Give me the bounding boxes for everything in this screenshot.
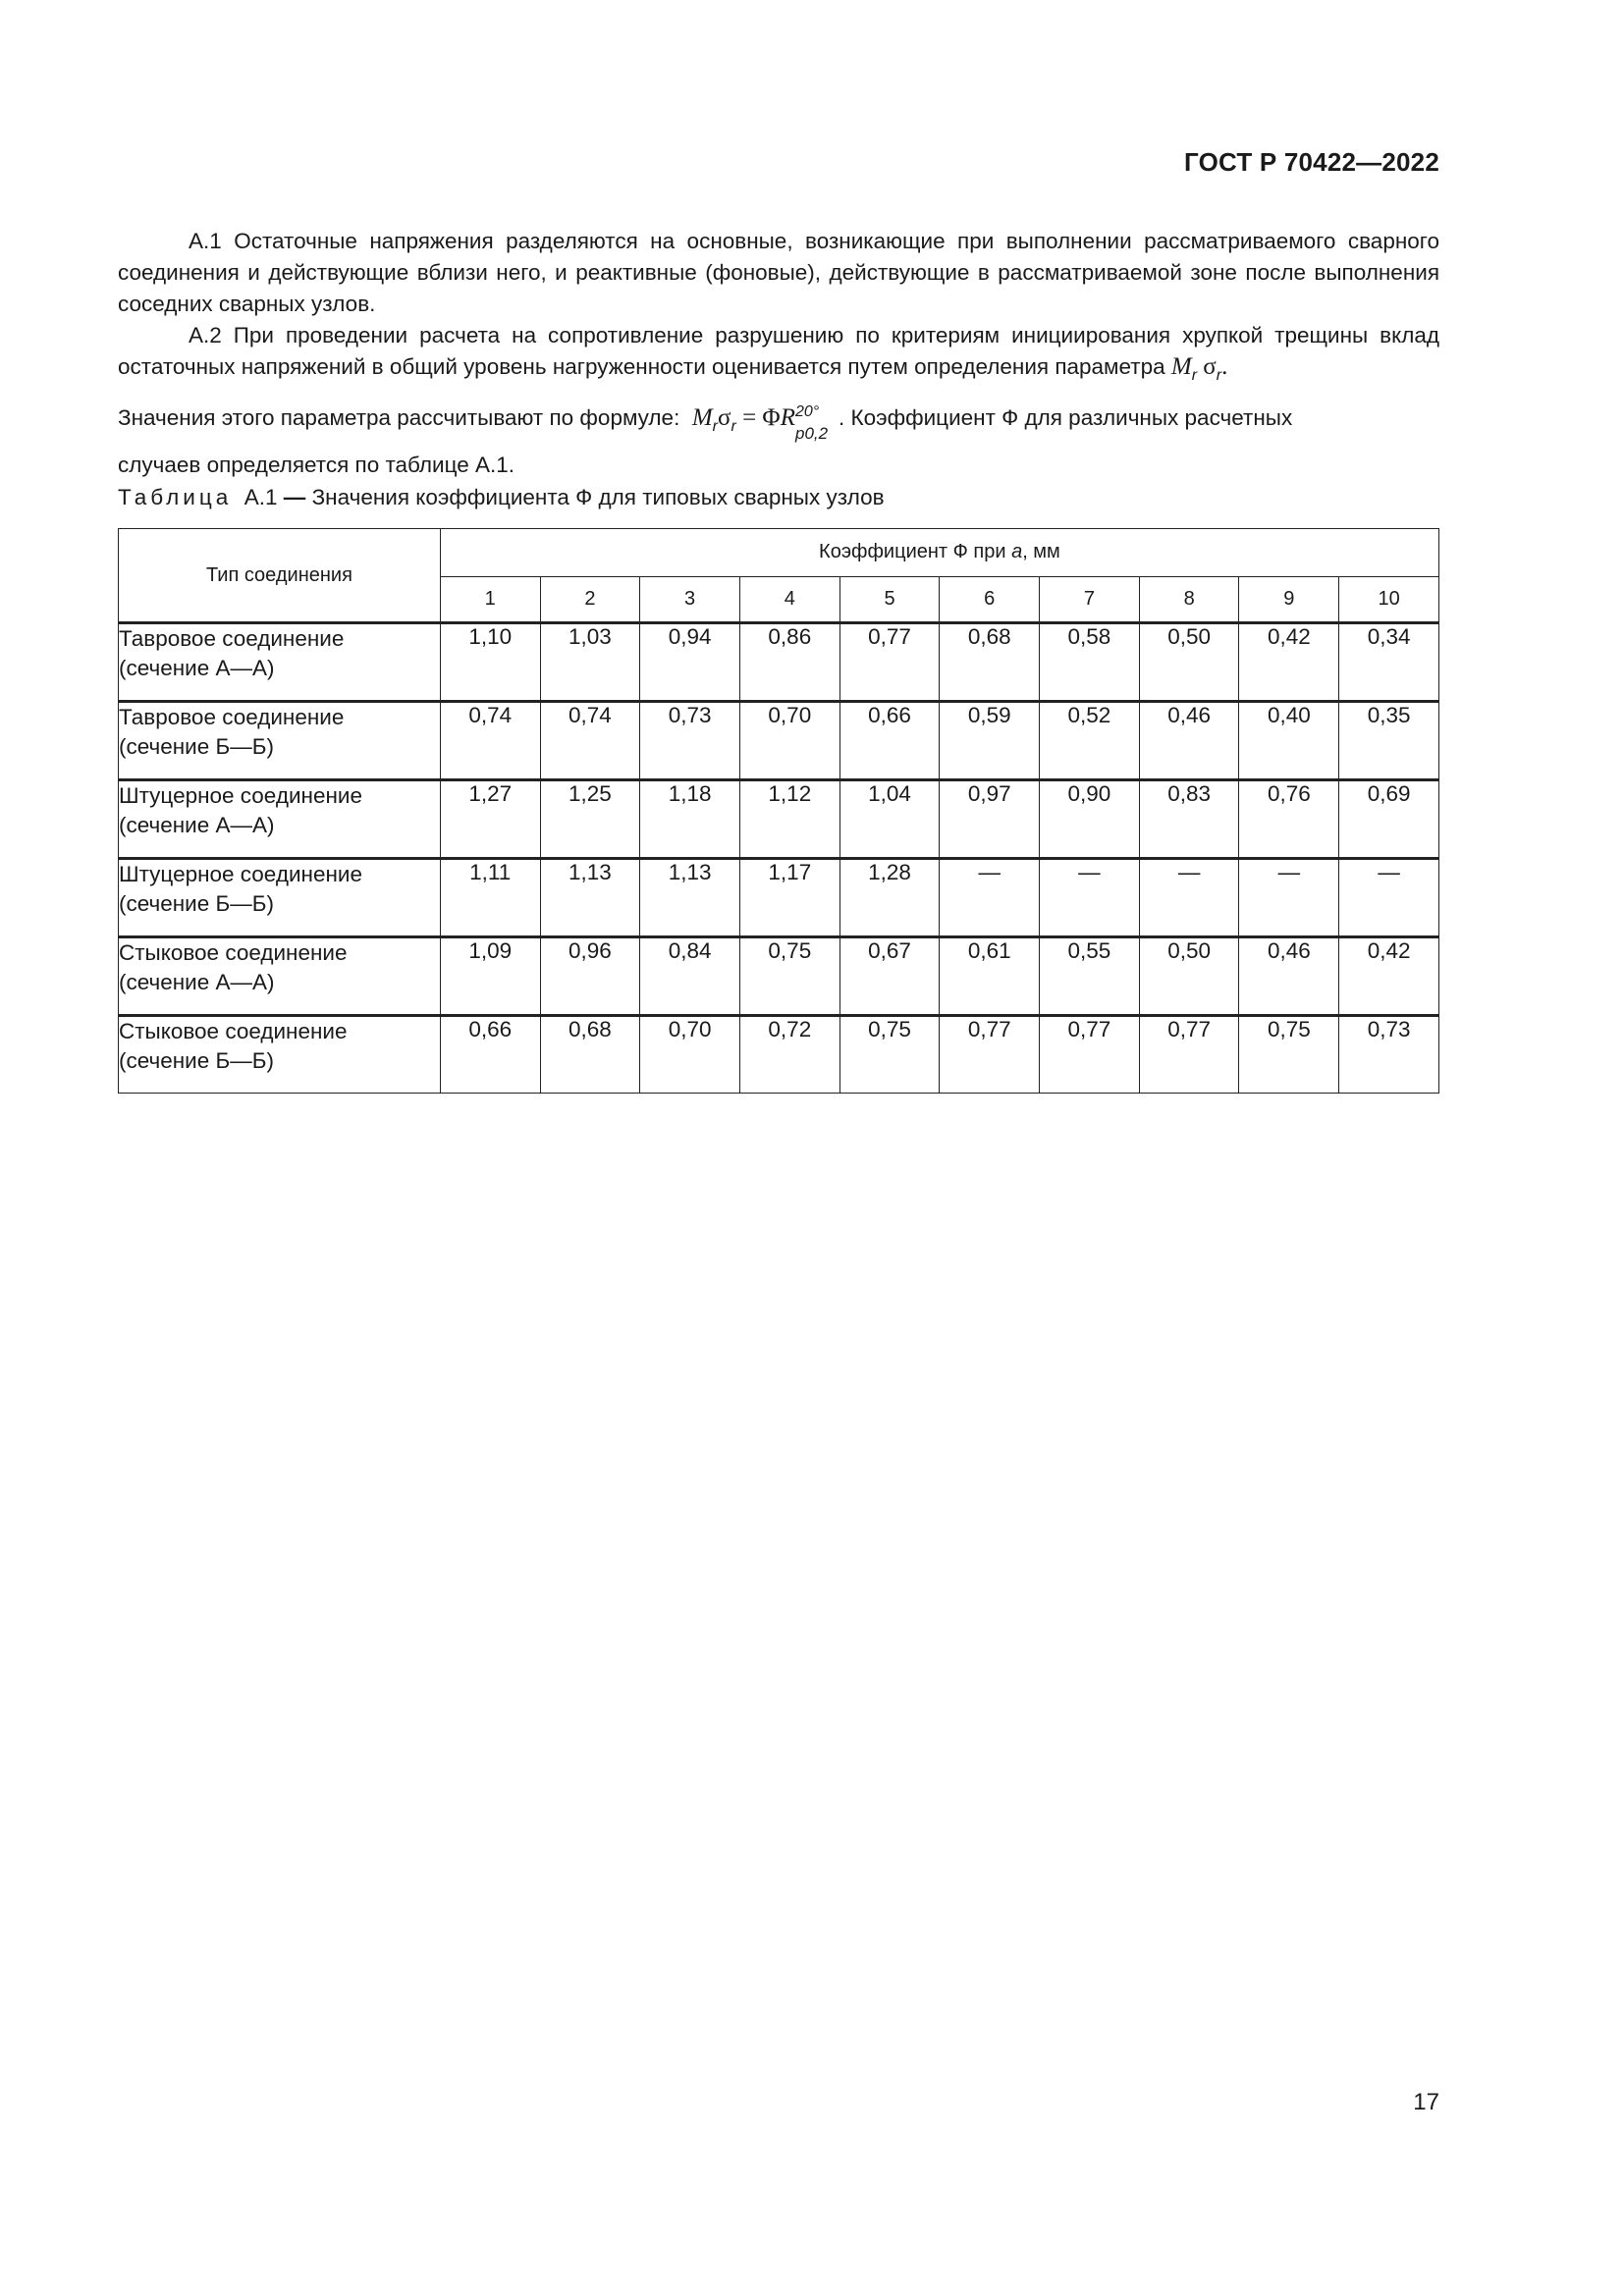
caption-label: Таблица <box>118 485 233 509</box>
table-cell: 1,27 <box>440 780 540 859</box>
column-header-4: 4 <box>739 576 839 622</box>
table-cell: 1,17 <box>739 859 839 937</box>
table-cell: 0,61 <box>940 937 1040 1016</box>
table-cell: 0,35 <box>1339 702 1439 780</box>
row-name-line1: Штуцерное соединение <box>119 862 362 886</box>
table-row <box>119 702 1439 780</box>
parameter-symbol: $M_r$ $\sigma_r$. <box>1170 353 1228 384</box>
table-body <box>119 623 1439 1094</box>
table-cell: 0,77 <box>940 1016 1040 1094</box>
table-cell: 0,73 <box>640 702 740 780</box>
caption-dash: — <box>283 485 306 509</box>
table-row <box>119 780 1439 859</box>
column-header-6: 6 <box>940 576 1040 622</box>
table-cell: 0,52 <box>1040 702 1140 780</box>
formula-m: M <box>691 404 713 431</box>
table-cell: 1,11 <box>440 859 540 937</box>
table-cell: 1,04 <box>839 780 940 859</box>
table-cell: 0,72 <box>739 1016 839 1094</box>
paragraph-a2-text: А.2 При проведении расчета на сопротивление разрушению по критериям инициирования хрупкой трещины вклад остаточных напряжений в общий уровень нагруженности оценивается путем определения параметра <box>118 323 1439 379</box>
row-name-line2: (сечение Б—Б) <box>119 734 275 759</box>
group-header-prefix: Коэффициент Ф при <box>819 541 1012 563</box>
table-cell: 0,77 <box>1139 1016 1239 1094</box>
table-cell: 0,96 <box>540 937 640 1016</box>
paragraph-table-ref: случаев определяется по таблице А.1. <box>118 453 515 477</box>
formula-sigma-sub: r <box>731 418 736 435</box>
table-cell: 0,46 <box>1139 702 1239 780</box>
table-cell: 0,83 <box>1139 780 1239 859</box>
table-cell: 0,74 <box>540 702 640 780</box>
row-name-line2: (сечение А—А) <box>119 813 275 837</box>
formula-m-sub: r <box>712 418 718 435</box>
table-cell: 0,66 <box>839 702 940 780</box>
table-cell: 0,42 <box>1239 623 1339 702</box>
formula-r-sub: p0,2 <box>794 424 829 444</box>
row-connection-name <box>119 623 441 702</box>
table-cell: 0,76 <box>1239 780 1339 859</box>
table-cell: 0,86 <box>739 623 839 702</box>
column-header-10: 10 <box>1339 576 1439 622</box>
row-name-line1: Стыковое соединение <box>119 1019 348 1043</box>
table-cell: 1,28 <box>839 859 940 937</box>
row-name-line2: (сечение А—А) <box>119 970 275 994</box>
table-cell: 0,69 <box>1339 780 1439 859</box>
table-cell: 0,46 <box>1239 937 1339 1016</box>
table-row <box>119 1016 1439 1094</box>
header-coefficient-group <box>440 529 1438 577</box>
table-cell: 0,70 <box>640 1016 740 1094</box>
formula-equals: = <box>742 404 757 431</box>
table-cell: 0,73 <box>1339 1016 1439 1094</box>
column-header-5: 5 <box>839 576 940 622</box>
table-row <box>119 859 1439 937</box>
table-cell: 1,10 <box>440 623 540 702</box>
table-cell: 0,75 <box>1239 1016 1339 1094</box>
table-caption <box>118 485 885 510</box>
table-cell: 0,97 <box>940 780 1040 859</box>
column-header-8: 8 <box>1139 576 1239 622</box>
row-connection-name <box>119 1016 441 1094</box>
table-cell: — <box>1239 859 1339 937</box>
column-header-9: 9 <box>1239 576 1339 622</box>
table-cell: 0,66 <box>440 1016 540 1094</box>
table-row <box>119 937 1439 1016</box>
formula-intro: Значения этого параметра рассчитывают по формуле: <box>118 405 680 430</box>
row-name-line2: (сечение Б—Б) <box>119 1048 275 1073</box>
table-cell: 0,68 <box>540 1016 640 1094</box>
table-row <box>119 623 1439 702</box>
table-cell: 0,74 <box>440 702 540 780</box>
table-cell: 0,77 <box>1040 1016 1140 1094</box>
table-cell: 1,09 <box>440 937 540 1016</box>
formula-r-sup: 20° <box>794 403 820 421</box>
table-cell: 1,25 <box>540 780 640 859</box>
table-cell: — <box>1040 859 1140 937</box>
table-cell: 0,84 <box>640 937 740 1016</box>
table-cell: 1,03 <box>540 623 640 702</box>
table-cell: — <box>1139 859 1239 937</box>
group-header-var: a <box>1011 541 1023 563</box>
formula-r: R <box>780 404 795 431</box>
table-cell: 0,75 <box>839 1016 940 1094</box>
row-name-line1: Штуцерное соединение <box>119 783 362 808</box>
table-cell: 0,55 <box>1040 937 1140 1016</box>
table-cell: 0,40 <box>1239 702 1339 780</box>
table-cell: 1,12 <box>739 780 839 859</box>
table-cell: — <box>1339 859 1439 937</box>
table-cell: 0,59 <box>940 702 1040 780</box>
row-name-line1: Тавровое соединение <box>119 626 345 651</box>
body-text <box>118 226 1439 481</box>
document-code: ГОСТ Р 70422—2022 <box>1184 147 1439 177</box>
paragraph-a2 <box>118 320 1439 392</box>
table-cell: 0,77 <box>839 623 940 702</box>
paragraph-a1: А.1 Остаточные напряжения разделяются на основные, возникающие при выполнении рассматриваемого сварного соединения и действующие вблизи него, и реактивные (фоновые), действующие в рассматриваемой зоне после выполнения соседних сварных узлов. <box>118 229 1439 316</box>
paragraph-formula <box>118 396 1439 450</box>
coefficient-table <box>118 528 1439 1094</box>
table-cell: 0,70 <box>739 702 839 780</box>
table-cell: 0,90 <box>1040 780 1140 859</box>
table-cell: — <box>940 859 1040 937</box>
page-number: 17 <box>1413 2089 1439 2115</box>
group-header-suffix: , мм <box>1022 541 1060 563</box>
row-connection-name <box>119 859 441 937</box>
table-cell: 0,58 <box>1040 623 1140 702</box>
table-cell: 0,34 <box>1339 623 1439 702</box>
table-cell: 0,50 <box>1139 623 1239 702</box>
table-cell: 1,13 <box>540 859 640 937</box>
table-cell: 0,94 <box>640 623 740 702</box>
row-connection-name <box>119 937 441 1016</box>
row-connection-name <box>119 702 441 780</box>
table-cell: 0,68 <box>940 623 1040 702</box>
row-name-line1: Тавровое соединение <box>119 705 345 729</box>
header-connection-type: Тип соединения <box>119 529 441 623</box>
table-cell: 0,50 <box>1139 937 1239 1016</box>
row-name-line2: (сечение А—А) <box>119 656 275 680</box>
formula <box>686 403 839 444</box>
column-header-1: 1 <box>440 576 540 622</box>
formula-outro: . Коэффициент Ф для различных расчетных <box>838 405 1293 430</box>
table-cell: 1,13 <box>640 859 740 937</box>
caption-number: А.1 <box>244 485 278 509</box>
table-cell: 0,42 <box>1339 937 1439 1016</box>
table-cell: 0,75 <box>739 937 839 1016</box>
table-cell: 1,18 <box>640 780 740 859</box>
table-cell: 0,67 <box>839 937 940 1016</box>
caption-text: Значения коэффициента Ф для типовых сварных узлов <box>311 485 885 509</box>
row-name-line2: (сечение Б—Б) <box>119 891 275 916</box>
column-header-2: 2 <box>540 576 640 622</box>
column-header-7: 7 <box>1040 576 1140 622</box>
formula-phi: Φ <box>762 404 781 431</box>
row-name-line1: Стыковое соединение <box>119 940 348 965</box>
column-header-3: 3 <box>640 576 740 622</box>
row-connection-name <box>119 780 441 859</box>
formula-sigma: σ <box>718 404 731 431</box>
